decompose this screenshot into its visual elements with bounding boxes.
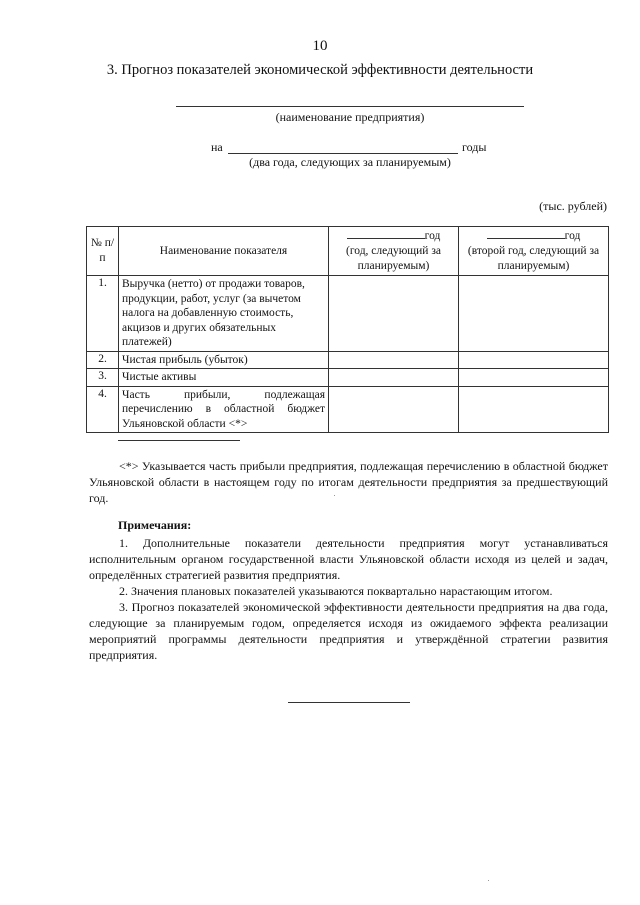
row-name: Часть прибыли, подлежащая перечислению в областной бюджет Ульяновской области <*> (119, 386, 329, 433)
table-row (87, 276, 609, 352)
table-header-row (87, 227, 609, 276)
section-title: 3. Прогноз показателей экономической эффективности деятельности (106, 62, 534, 78)
org-name-line (176, 106, 524, 107)
footnote-block (89, 458, 608, 506)
row-num: 3. (87, 369, 119, 387)
period-caption: (два года, следующих за планируемым) (249, 155, 451, 169)
scan-speck (488, 880, 489, 881)
row-year1-value[interactable] (329, 386, 459, 433)
indicators-table (86, 226, 609, 433)
row-name: Чистые активы (119, 369, 329, 387)
row-year2-value[interactable] (459, 276, 609, 352)
row-year2-value[interactable] (459, 386, 609, 433)
year2-suffix: год (564, 230, 581, 242)
header-num: № п/п (87, 227, 119, 276)
org-name-caption: (наименование предприятия) (275, 110, 425, 124)
notes-title: Примечания: (118, 518, 192, 532)
year1-caption: (год, следующий за планируемым) (346, 245, 441, 272)
row-num: 1. (87, 276, 119, 352)
footnote-text: <*> Указывается часть прибыли предприятия, подлежащая перечислению в областной бюджет Ульяновской области в настоящем году по итогам деятельности предприятия за предшествующий год. (89, 459, 608, 505)
row-year2-value[interactable] (459, 369, 609, 387)
header-name: Наименование показателя (119, 227, 329, 276)
row-num: 2. (87, 351, 119, 369)
row-year1-value[interactable] (329, 276, 459, 352)
row-year1-value[interactable] (329, 351, 459, 369)
table-row (87, 386, 609, 433)
year1-blank-line (347, 228, 425, 239)
note-item: 2. Значения плановых показателей указываются поквартально нарастающим итогом. (119, 584, 553, 598)
page-number: 10 (312, 38, 328, 54)
year1-suffix: год (424, 230, 441, 242)
units-label: (тыс. рублей) (539, 199, 607, 213)
period-prefix: на (211, 140, 223, 154)
row-year1-value[interactable] (329, 369, 459, 387)
table-row (87, 369, 609, 387)
header-year2 (459, 227, 609, 276)
year2-blank-line (487, 228, 565, 239)
period-suffix: годы (462, 140, 487, 154)
year2-caption: (второй год, следующий за планируемым) (467, 245, 600, 272)
period-line (228, 153, 458, 154)
row-name: Выручка (нетто) от продажи товаров, продукции, работ, услуг (за вычетом налога на добавленную стоимость, акцизов и других обязательных платежей) (119, 276, 329, 352)
scan-speck (334, 495, 335, 496)
table-row (87, 351, 609, 369)
row-name: Чистая прибыль (убыток) (119, 351, 329, 369)
footnote-separator (118, 440, 240, 441)
note-item: 3. Прогноз показателей экономической эффективности деятельности предприятия на два года, следующие за планируемым годом, определяется исходя из ожидаемого эффекта реализации мероприятий программы деятельности предприятия и утверждённой стратегии развития предприятия. (89, 600, 608, 662)
end-separator (288, 702, 410, 703)
row-num: 4. (87, 386, 119, 433)
note-item: 1. Дополнительные показатели деятельности предприятия могут устанавливаться исполнительным органом государственной власти Ульяновской области исходя из целей и задач, определённых стратегией развития предприятия. (89, 536, 608, 582)
header-year1 (329, 227, 459, 276)
row-year2-value[interactable] (459, 351, 609, 369)
notes-block (89, 535, 608, 663)
